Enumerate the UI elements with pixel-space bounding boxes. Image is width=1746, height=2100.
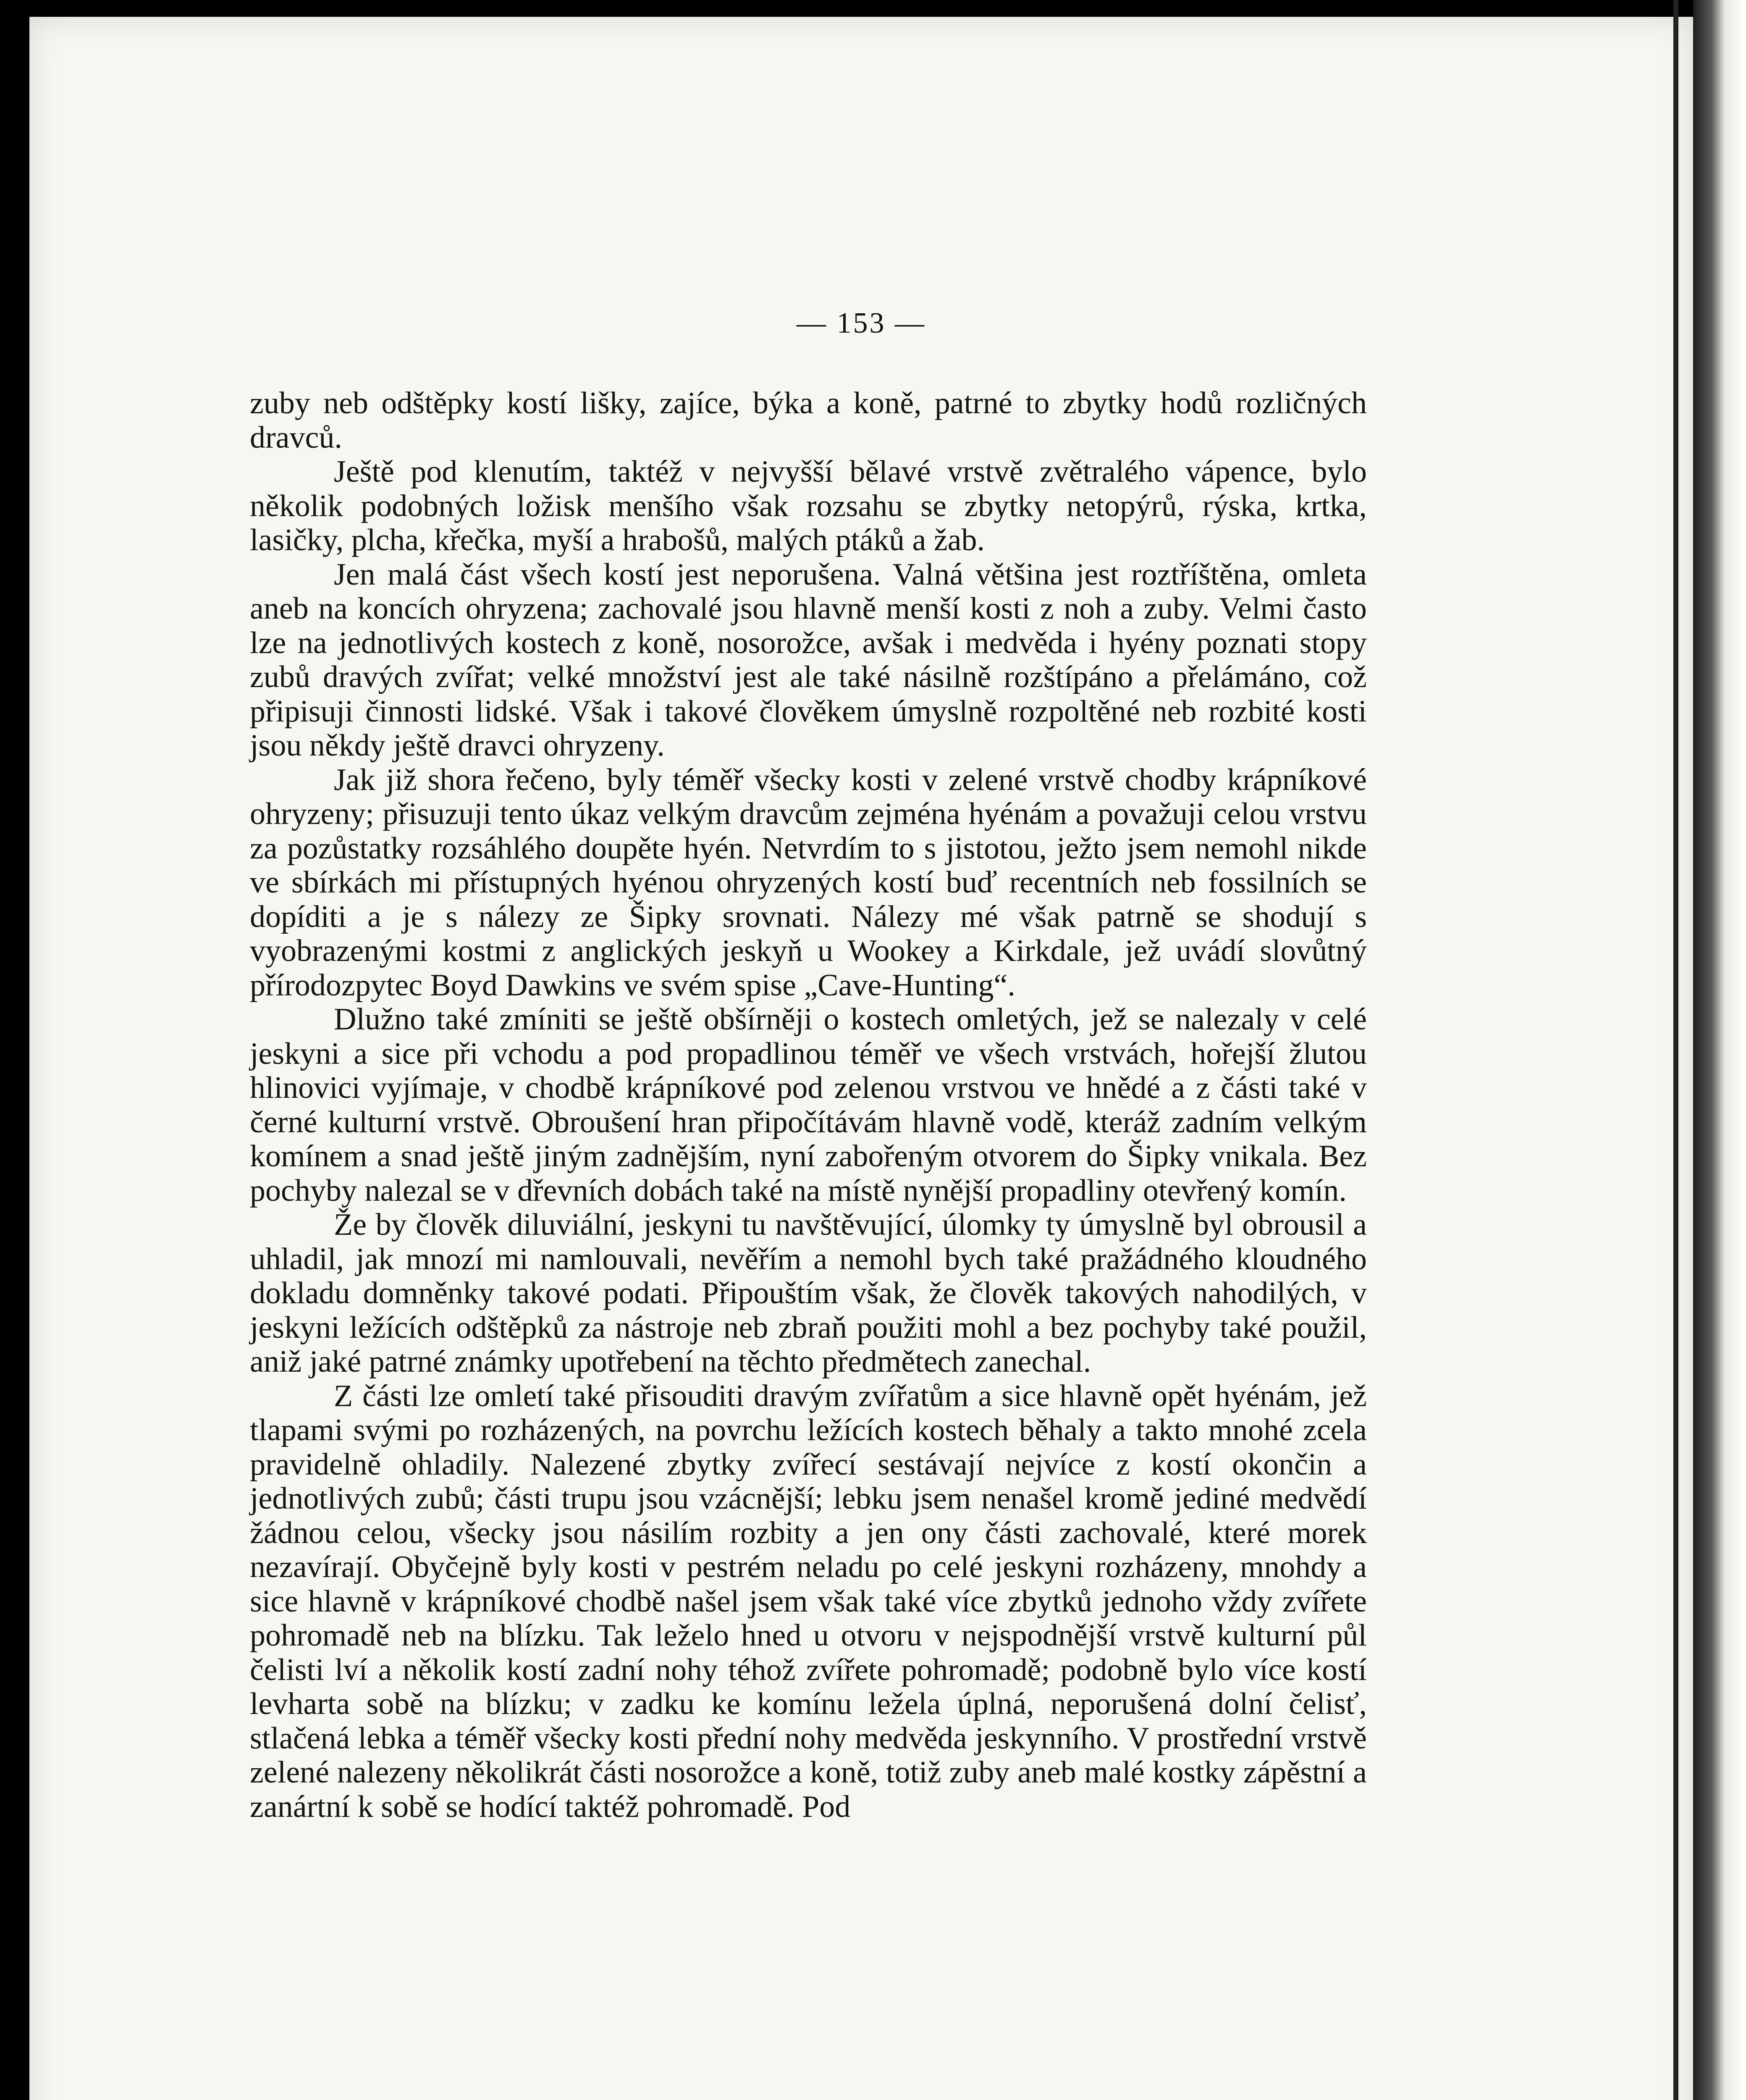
paragraph: Ještě pod klenutím, taktéž v nejvyšší bělavé vrstvě zvětralého vápence, bylo několik podobných ložisk menšího však rozsahu se zbytky netopýrů, rýska, krtka, lasičky, plcha, křečka, myší a hrabošů, malých ptáků a žab. bbox=[250, 454, 1367, 557]
page-number: — 153 — bbox=[797, 307, 926, 339]
scanned-page bbox=[29, 17, 1693, 2100]
paragraph: Jen malá část všech kostí jest neporušena. Valná většina jest roztříštěna, omleta aneb na koncích ohryzena; zachovalé jsou hlavně menší kosti z noh a zuby. Velmi často lze na jednotlivých kostech z koně, nosorožce, avšak i medvěda i hyény poznati stopy zubů dravých zvířat; velké množství jest ale také násilně rozštípáno a přelámáno, což připisuji činnosti lidské. Však i takové člověkem úmyslně rozpoltěné neb rozbité kosti jsou někdy ještě dravci ohryzeny. bbox=[250, 557, 1367, 763]
paragraph: Dlužno také zmíniti se ještě obšírněji o kostech omletých, jež se nalezaly v celé jeskyni a sice při vchodu a pod propadlinou téměř ve všech vrstvách, hořejší žlutou hlinovici vyjímaje, v chodbě krápníkové pod zelenou vrstvou ve hnědé a z části také v černé kulturní vrstvě. Obroušení hran připočítávám hlavně vodě, kteráž zadním velkým komínem a snad ještě jiným zadnějším, nyní zabořeným otvorem do Šipky vnikala. Bez pochyby nalezal se v dřevních dobách také na místě nynější propadliny otevřený komín. bbox=[250, 1002, 1367, 1208]
paragraph: zuby neb odštěpky kostí lišky, zajíce, býka a koně, patrné to zbytky hodů rozličných dravců. bbox=[250, 386, 1367, 455]
body-text bbox=[250, 386, 1367, 1824]
scan-page-edge bbox=[1693, 0, 1746, 2100]
paragraph: Že by člověk diluviální, jeskyni tu navštěvující, úlomky ty úmyslně byl obrousil a uhladil, jak mnozí mi namlouvali, nevěřím a nemohl bych také pražádného kloudného dokladu domněnky takové podati. Připouštím však, že člověk takových nahodilých, v jeskyni ležících odštěpků za nástroje neb zbraň použiti mohl a bez pochyby také použil, aniž jaké patrné známky upotřebení na těchto předmětech zanechal. bbox=[250, 1208, 1367, 1379]
paragraph: Z části lze omletí také přisouditi dravým zvířatům a sice hlavně opět hyénám, jež tlapami svými po rozházených, na povrchu ležících kostech běhaly a takto mnohé zcela pravidelně ohladily. Nalezené zbytky zvířecí sestávají nejvíce z kostí okončin a jednotlivých zubů; části trupu jsou vzácnější; lebku jsem nenašel kromě jediné medvědí žádnou celou, všecky jsou násilím rozbity a jen ony části zachovalé, které morek nezavírají. Obyčejně byly kosti v pestrém neladu po celé jeskyni rozházeny, mnohdy a sice hlavně v krápníkové chodbě našel jsem však také více zbytků jednoho vždy zvířete pohromadě neb na blízku. Tak leželo hned u otvoru v nejspodnější vrstvě kulturní půl čelisti lví a několik kostí zadní nohy téhož zvířete pohromadě; podobně bylo více kostí levharta sobě na blízku; v zadku ke komínu ležela úplná, neporušená dolní čelisť, stlačená lebka a téměř všecky kosti přední nohy medvěda jeskynního. V prostřední vrstvě zelené nalezeny několikrát části nosorožce a koně, totiž zuby aneb malé kostky zápěstní a zanártní k sobě se hodící taktéž pohromadě. Pod bbox=[250, 1378, 1367, 1824]
scan-edge-line bbox=[1673, 0, 1678, 2100]
paragraph: Jak již shora řečeno, byly téměř všecky kosti v zelené vrstvě chodby krápníkové ohryzeny; přisuzuji tento úkaz velkým dravcům zejména hyénám a považuji celou vrstvu za pozůstatky rozsáhlého doupěte hyén. Netvrdím to s jistotou, ježto jsem nemohl nikde ve sbírkách mi přístupných hyénou ohryzených kostí buď recentních neb fossilních se dopíditi a je s nálezy ze Šipky srovnati. Nálezy mé však patrně se shodují s vyobrazenými kostmi z anglických jeskyň u Wookey a Kirkdale, jež uvádí slovůtný přírodozpytec Boyd Dawkins ve svém spise „Cave-Hunting“. bbox=[250, 762, 1367, 1003]
